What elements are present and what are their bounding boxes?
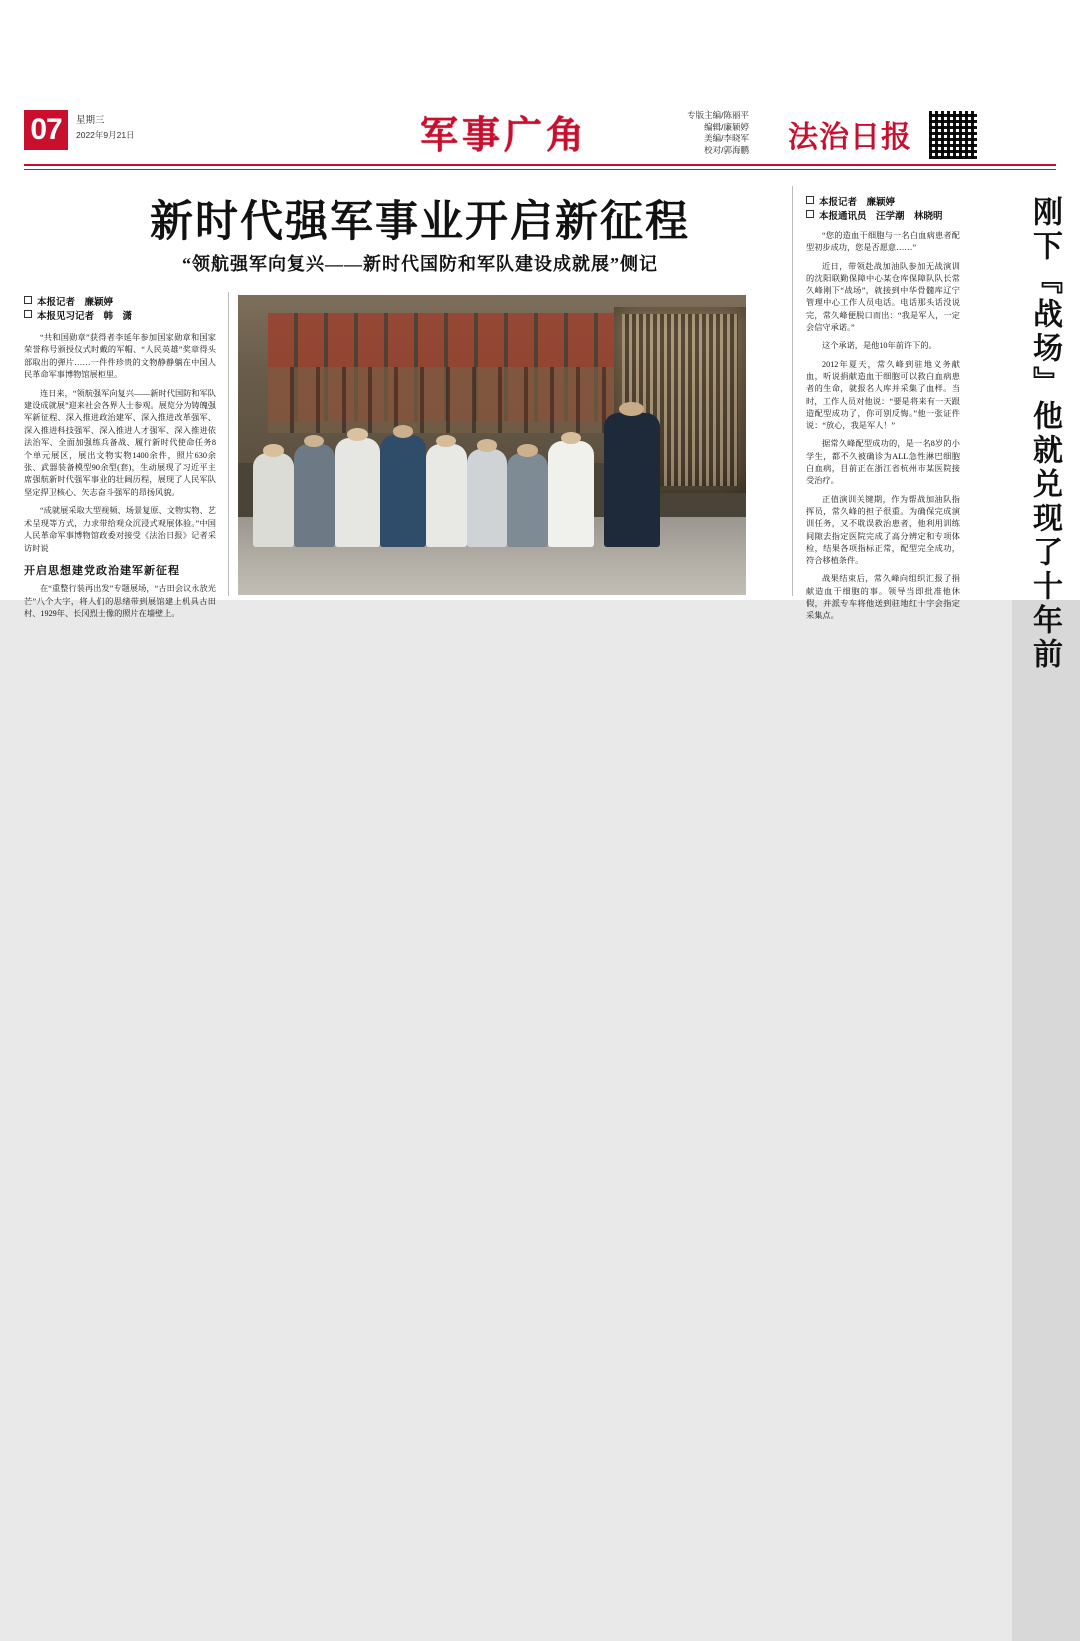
article-subheading: 开启思想建党政治建军新征程: [24, 564, 180, 577]
credit-line-3: 美编/李晓军: [704, 133, 749, 143]
photo-visitors: [238, 391, 746, 547]
page-title: 新时代强军事业开启新征程: [150, 199, 690, 246]
paragraph: “成就展采取大型视频、场景复原、文物实物、艺术呈现等方式，力求带给观众沉浸式观展体验。”中国人民革命军事博物馆政委对接受《法治日报》记者采访时说: [24, 506, 216, 553]
checkbox-square-icon: [806, 210, 814, 218]
date-label: 2022年9月21日: [76, 130, 135, 140]
byline-right-line-2: 本报通讯员 汪学潮 林晓明: [806, 210, 996, 224]
article-right-body: [806, 230, 960, 629]
page-number: 07: [24, 110, 68, 150]
credit-line-1: 专版主编/陈丽平: [687, 110, 749, 120]
weekday-label: 星期三: [76, 115, 105, 126]
paragraph: “共和国勋章”获得者李延年参加国家勋章和国家荣誉称号颁授仪式时戴的军帽、“人民英雄”奖章得头部取出的弹片……一件件珍贵的文物静静躺在中国人民革命军事博物馆展柜里。: [24, 333, 216, 380]
column-divider-right: [792, 186, 793, 596]
newspaper-brand: 法治日报: [788, 121, 912, 154]
paragraph: 连日来，“领航强军向复兴——新时代国防和军队建设成就展”迎来社会各界人士参观。展览分为铸魄强军新征程、深入推进政治建军、深入推进改革强军、深入推进科技强军、深入推进人才强军、深入推进依法治军、全面加强练兵备战、履行新时代使命任务8个单元展区，展出文物实物1400余件，照片630余张、武器装备模型90余型(套)，生动展现了习近平主席强航新时代强军事业的壮阔历程，展现了人民军队坚定捍卫核心、矢志奋斗强军的昂扬风貌。: [24, 388, 216, 497]
masthead-rule-thin: [24, 169, 1056, 170]
article-left-body: [24, 332, 216, 627]
masthead-rule-thick: [24, 164, 1056, 166]
byline-right: [806, 196, 996, 224]
section-title: 军事广角: [419, 115, 588, 157]
byline-left-line-1: 本报记者 廉颖婷: [24, 296, 214, 310]
masthead: [24, 108, 984, 162]
byline-left-line-2: 本报见习记者 韩 潇: [24, 310, 214, 324]
credits-block: [687, 110, 749, 156]
paragraph: 正值演训关键期，作为帮战加油队指挥员，常久峰的担子很重。为确保完成演训任务，又不耽误救治患者，他利用训练间隙去指定医院完成了高分辨定和专项体检，结果各项指标正常，配型完全成功，符合移植条件。: [806, 494, 960, 566]
paragraph: 战果结束后，常久峰向组织汇报了捐献造血干细胞的事。领导当即批准他休假，并派专车将他送到驻地红十字会指定采集点。: [806, 574, 960, 621]
credit-line-2: 编辑/廉颖婷: [704, 121, 749, 132]
page-subtitle: “领航强军向复兴——新时代国防和军队建设成就展”侧记: [182, 254, 658, 274]
checkbox-square-icon: [24, 296, 32, 304]
right-article-title: 刚下『战场』他就兑现了十年前: [1028, 196, 1061, 672]
paragraph: “您的造血干细胞与一名白血病患者配型初步成功，您是否愿意……”: [806, 231, 960, 253]
paragraph: 这个承诺，是他10年前许下的。: [822, 341, 937, 351]
credit-line-4: 校对/郭海鹏: [704, 144, 749, 155]
column-divider-left: [228, 292, 229, 596]
byline-right-line-1: 本报记者 廉颖婷: [806, 196, 996, 210]
paragraph: 在“重整行装再出发”专题展场，“古田会议永放光芒”八个大字，将人们的思绪带到展馆建上机具古田村、1929年、长冈烈士像的照片在墙壁上。: [24, 584, 216, 619]
paragraph: 2012年夏天，常久峰到驻地义务献血，听说捐献造血干细胞可以救白血病患者的生命，就报名人库并采集了血样。当时，工作人员对他说：“要是将来有一天跟造配型成功了，你可别反悔。”他一张证件说：“放心，我是军人！”: [806, 359, 960, 431]
checkbox-square-icon: [806, 196, 814, 204]
page-sheet-lower: [0, 600, 1012, 1641]
article-photo: [238, 295, 746, 595]
checkbox-square-icon: [24, 310, 32, 318]
qr-code-icon[interactable]: [928, 110, 978, 160]
byline-left: [24, 296, 214, 324]
paragraph: 据常久峰配型成功的，是一名8岁的小学生，都不久被确诊为ALL急性淋巴细胞白血病，目前正在浙江省杭州市某医院接受治疗。: [806, 439, 960, 486]
paragraph: 近日，带领赴战加油队参加无战演训的沈阳联勤保障中心某仓库保障队队长常久峰刚下“战场”，就接到中华骨髓库辽宁管理中心工作人员电话。电话那头话没说完，常久峰便脱口而出：“我是军人，一定会信守承诺。”: [806, 261, 960, 333]
